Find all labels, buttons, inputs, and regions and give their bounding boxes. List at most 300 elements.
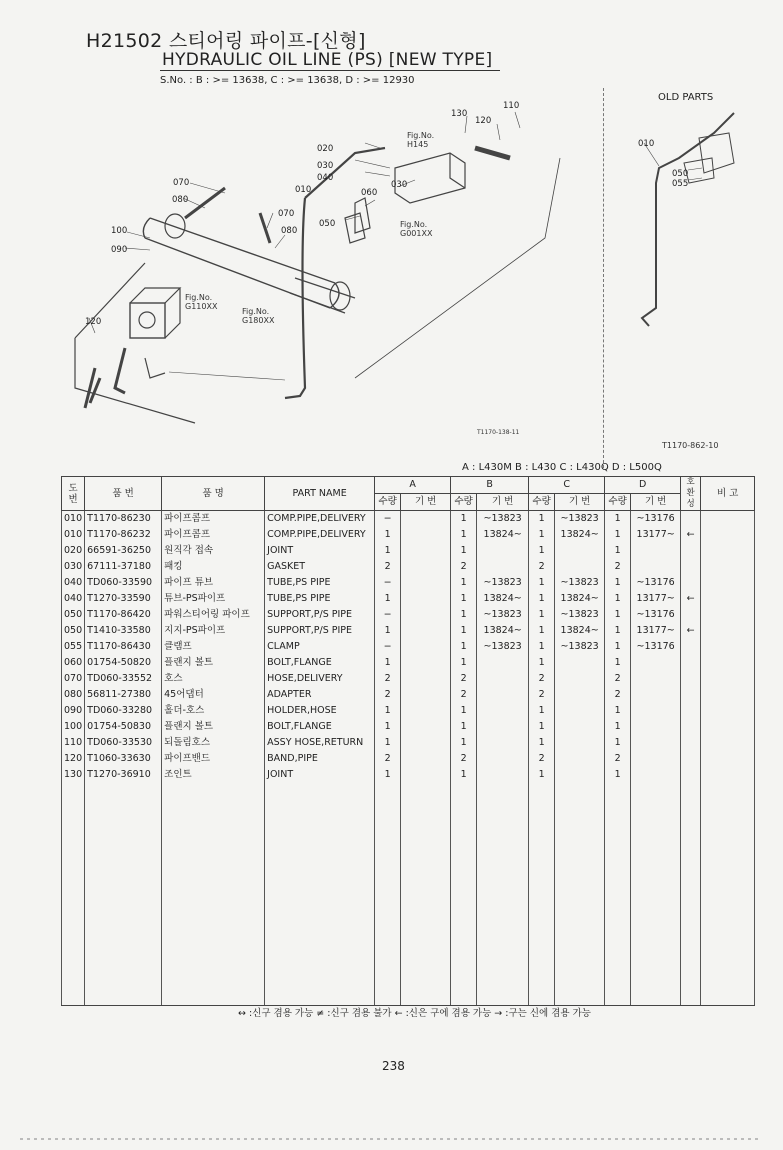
cell-serial-c: 13824~ [555, 591, 605, 607]
cell-part-name-ko: 플랜지 볼트 [162, 655, 265, 671]
cell-ref-no: 130 [62, 767, 85, 783]
cell-qty-a: 1 [375, 591, 401, 607]
header-group-d: D [605, 477, 681, 494]
cell-qty-b: 2 [451, 751, 477, 767]
header-serial: 기 번 [555, 494, 605, 511]
cell-serial-a [401, 527, 451, 543]
cell-interchange [681, 607, 701, 623]
cell-serial-a [401, 703, 451, 719]
cell-qty-c: 1 [529, 703, 555, 719]
cell-qty-b: 1 [451, 575, 477, 591]
callout-070b: 070 [278, 209, 295, 219]
cell-qty-c: 1 [529, 591, 555, 607]
cell-serial-d: ~13176 [631, 511, 681, 528]
cell-remarks [701, 511, 755, 528]
cell-serial-c: 13824~ [555, 527, 605, 543]
cell-serial-b: ~13823 [477, 607, 529, 623]
old-parts-lines [642, 113, 734, 326]
cell-part-name-en: BOLT,FLANGE [265, 655, 375, 671]
parts-table-body [62, 511, 755, 1006]
empty-cell [265, 783, 375, 1006]
header-qty: 수량 [605, 494, 631, 511]
table-row [62, 559, 755, 575]
cell-serial-d [631, 543, 681, 559]
cell-serial-d [631, 559, 681, 575]
cell-serial-a [401, 767, 451, 783]
cell-part-name-en: HOLDER,HOSE [265, 703, 375, 719]
cell-qty-d: 1 [605, 639, 631, 655]
fig-ref-label: Fig.No. [185, 293, 213, 302]
empty-cell [401, 783, 451, 1006]
cell-serial-d [631, 751, 681, 767]
cell-interchange [681, 767, 701, 783]
fig-ref-value: G001XX [400, 229, 433, 238]
table-row [62, 591, 755, 607]
cell-serial-b [477, 655, 529, 671]
cell-qty-d: 2 [605, 751, 631, 767]
cell-qty-b: 1 [451, 703, 477, 719]
cell-serial-d: 13177~ [631, 623, 681, 639]
cell-qty-d: 1 [605, 623, 631, 639]
cell-qty-d: 2 [605, 671, 631, 687]
cell-qty-a: − [375, 607, 401, 623]
cell-remarks [701, 559, 755, 575]
cell-qty-d: 1 [605, 607, 631, 623]
cell-qty-d: 1 [605, 575, 631, 591]
cell-part-no: T1410-33580 [85, 623, 162, 639]
cell-serial-c: ~13823 [555, 575, 605, 591]
page-title-english: HYDRAULIC OIL LINE (PS) [NEW TYPE] [162, 50, 493, 70]
callout-080b: 080 [281, 226, 298, 236]
cell-serial-b: ~13823 [477, 511, 529, 528]
cell-part-name-en: BOLT,FLANGE [265, 719, 375, 735]
cell-remarks [701, 655, 755, 671]
cell-part-no: T1270-33590 [85, 591, 162, 607]
cell-part-name-ko: 지지-PS파이프 [162, 623, 265, 639]
cell-serial-a [401, 543, 451, 559]
cell-interchange: ← [681, 623, 701, 639]
old-parts-diagram [604, 88, 779, 458]
cell-interchange: ← [681, 591, 701, 607]
empty-cell [529, 783, 555, 1006]
cell-qty-c: 2 [529, 559, 555, 575]
empty-cell [701, 783, 755, 1006]
callout-050: 050 [319, 219, 336, 229]
callout-100: 100 [111, 226, 128, 236]
table-header-row [62, 477, 755, 494]
cell-part-name-ko: 클램프 [162, 639, 265, 655]
cell-part-name-en: COMP.PIPE,DELIVERY [265, 527, 375, 543]
cell-serial-a [401, 639, 451, 655]
cell-remarks [701, 623, 755, 639]
cell-serial-b: 13824~ [477, 527, 529, 543]
cell-ref-no: 110 [62, 735, 85, 751]
cell-qty-d: 1 [605, 591, 631, 607]
empty-cell [477, 783, 529, 1006]
cell-serial-a [401, 623, 451, 639]
old-parts-ref-code: T1170-862-10 [662, 441, 719, 450]
cell-qty-a: 1 [375, 719, 401, 735]
cell-part-name-ko: 홀더-호스 [162, 703, 265, 719]
cell-interchange [681, 655, 701, 671]
cell-serial-a [401, 735, 451, 751]
cell-interchange [681, 543, 701, 559]
cell-serial-c [555, 735, 605, 751]
table-row [62, 607, 755, 623]
cell-part-name-en: GASKET [265, 559, 375, 575]
header-part-name-ko: 품 명 [162, 477, 265, 511]
cell-serial-d: ~13176 [631, 639, 681, 655]
cell-serial-a [401, 575, 451, 591]
parts-table [61, 476, 755, 1006]
cell-serial-d [631, 719, 681, 735]
cell-interchange [681, 639, 701, 655]
header-part-name-en: PART NAME [265, 477, 375, 511]
callout-110: 110 [503, 101, 520, 111]
cell-interchange [681, 575, 701, 591]
cell-remarks [701, 687, 755, 703]
cell-serial-c [555, 655, 605, 671]
cell-ref-no: 120 [62, 751, 85, 767]
cell-serial-c [555, 719, 605, 735]
cell-ref-no: 010 [62, 511, 85, 528]
header-qty: 수량 [451, 494, 477, 511]
table-row [62, 575, 755, 591]
cell-interchange [681, 735, 701, 751]
cell-ref-no: 070 [62, 671, 85, 687]
cell-part-name-en: SUPPORT,P/S PIPE [265, 607, 375, 623]
header-serial: 기 번 [477, 494, 529, 511]
cell-serial-c: 13824~ [555, 623, 605, 639]
cell-remarks [701, 703, 755, 719]
cell-serial-d: ~13176 [631, 607, 681, 623]
cell-qty-b: 1 [451, 527, 477, 543]
page-number: 238 [382, 1059, 405, 1073]
cell-serial-b [477, 671, 529, 687]
cell-part-name-en: TUBE,PS PIPE [265, 575, 375, 591]
cell-part-no: T1170-86430 [85, 639, 162, 655]
table-row [62, 639, 755, 655]
diagram-ref-code: T1170-138-11 [477, 429, 520, 436]
cell-ref-no: 090 [62, 703, 85, 719]
cell-qty-d: 1 [605, 543, 631, 559]
fig-ref-label: Fig.No. [242, 307, 270, 316]
table-row [62, 719, 755, 735]
model-legend: A : L430M B : L430 C : L430Q D : L500Q [462, 462, 662, 473]
cell-qty-c: 1 [529, 719, 555, 735]
cell-qty-c: 1 [529, 767, 555, 783]
header-qty: 수량 [529, 494, 555, 511]
header-interchange: 호환성 [681, 477, 701, 511]
cell-qty-c: 1 [529, 639, 555, 655]
cell-qty-d: 1 [605, 703, 631, 719]
cell-remarks [701, 751, 755, 767]
cell-qty-b: 1 [451, 639, 477, 655]
cell-serial-b: ~13823 [477, 639, 529, 655]
cell-serial-b [477, 703, 529, 719]
old-callout-055: 055 [672, 179, 689, 189]
cell-part-name-ko: 튜브-PS파이프 [162, 591, 265, 607]
cell-serial-c [555, 559, 605, 575]
empty-cell [451, 783, 477, 1006]
cell-part-name-ko: 파이프 튜브 [162, 575, 265, 591]
table-row [62, 623, 755, 639]
cell-serial-d [631, 655, 681, 671]
cell-remarks [701, 607, 755, 623]
cell-part-no: 56811-27380 [85, 687, 162, 703]
cell-qty-d: 1 [605, 511, 631, 528]
cell-part-name-en: BAND,PIPE [265, 751, 375, 767]
callout-010: 010 [295, 185, 312, 195]
fig-ref-value: G180XX [242, 316, 275, 325]
cell-qty-c: 1 [529, 575, 555, 591]
cell-part-name-ko: 조인트 [162, 767, 265, 783]
cell-part-no: 66591-36250 [85, 543, 162, 559]
fig-ref-label: Fig.No. [407, 131, 435, 140]
cell-part-name-en: SUPPORT,P/S PIPE [265, 623, 375, 639]
cell-qty-a: 2 [375, 751, 401, 767]
cell-interchange [681, 703, 701, 719]
callout-070: 070 [173, 178, 190, 188]
cell-remarks [701, 591, 755, 607]
cell-serial-b [477, 559, 529, 575]
cell-qty-c: 1 [529, 655, 555, 671]
serial-number-range: S.No. : B : >= 13638, C : >= 13638, D : >= 12930 [160, 75, 415, 86]
cell-ref-no: 055 [62, 639, 85, 655]
cell-part-no: TD060-33590 [85, 575, 162, 591]
cell-serial-b [477, 719, 529, 735]
cell-ref-no: 030 [62, 559, 85, 575]
callout-020: 020 [317, 144, 334, 154]
cell-interchange [681, 751, 701, 767]
cell-qty-a: 1 [375, 767, 401, 783]
table-row [62, 735, 755, 751]
cell-qty-c: 1 [529, 607, 555, 623]
table-row [62, 511, 755, 528]
cell-part-name-ko: 호스 [162, 671, 265, 687]
cell-qty-c: 2 [529, 671, 555, 687]
cell-serial-c [555, 767, 605, 783]
cell-serial-b [477, 735, 529, 751]
header-remarks: 비 고 [701, 477, 755, 511]
callout-090: 090 [111, 245, 128, 255]
table-row [62, 687, 755, 703]
empty-cell [555, 783, 605, 1006]
callout-080: 080 [172, 195, 189, 205]
cell-qty-b: 2 [451, 687, 477, 703]
figure-references [185, 131, 520, 436]
cell-remarks [701, 735, 755, 751]
empty-cell [605, 783, 631, 1006]
cell-serial-d: 13177~ [631, 591, 681, 607]
table-row [62, 655, 755, 671]
cell-serial-b [477, 543, 529, 559]
cell-part-name-ko: 파워스티어링 파이프 [162, 607, 265, 623]
header-part-no: 품 번 [85, 477, 162, 511]
header-serial: 기 번 [631, 494, 681, 511]
interchange-legend: ↔ :신구 겸용 가능 ≠ :신구 겸용 불가 ← :신은 구에 겸용 가능 → :구는 신에 겸용 가능 [238, 1008, 591, 1019]
cell-part-no: T1170-86420 [85, 607, 162, 623]
cell-remarks [701, 719, 755, 735]
cell-qty-c: 1 [529, 527, 555, 543]
callout-120b: 120 [85, 317, 102, 327]
cell-interchange [681, 559, 701, 575]
empty-cell [62, 783, 85, 1006]
fig-ref-value: G110XX [185, 302, 218, 311]
title-underline [160, 70, 500, 71]
cell-part-name-ko: 되돌림호스 [162, 735, 265, 751]
cell-qty-d: 1 [605, 735, 631, 751]
cell-qty-a: − [375, 639, 401, 655]
cell-part-name-ko: 파이프콤프 [162, 511, 265, 528]
cell-qty-a: − [375, 511, 401, 528]
cell-serial-a [401, 559, 451, 575]
cell-ref-no: 100 [62, 719, 85, 735]
cell-part-name-ko: 파이프콤프 [162, 527, 265, 543]
cell-interchange [681, 687, 701, 703]
page-title-korean: H21502 스티어링 파이프-[신형] [86, 30, 366, 52]
cell-ref-no: 050 [62, 607, 85, 623]
cell-serial-b: 13824~ [477, 623, 529, 639]
cell-serial-b [477, 687, 529, 703]
cell-qty-b: 1 [451, 511, 477, 528]
cell-serial-c [555, 751, 605, 767]
cell-qty-c: 1 [529, 543, 555, 559]
cell-part-name-en: COMP.PIPE,DELIVERY [265, 511, 375, 528]
cell-qty-b: 1 [451, 719, 477, 735]
fig-ref-label: Fig.No. [400, 220, 428, 229]
cell-part-name-ko: 원직각 접속 [162, 543, 265, 559]
cell-interchange [681, 671, 701, 687]
empty-cell [85, 783, 162, 1006]
cell-remarks [701, 527, 755, 543]
header-qty: 수량 [375, 494, 401, 511]
cell-part-no: TD060-33552 [85, 671, 162, 687]
table-row [62, 751, 755, 767]
cell-serial-b [477, 767, 529, 783]
cell-qty-a: 1 [375, 735, 401, 751]
cell-qty-d: 1 [605, 719, 631, 735]
fig-ref-value: H145 [407, 140, 429, 149]
cell-remarks [701, 575, 755, 591]
cell-serial-c: ~13823 [555, 511, 605, 528]
diagram-lines [75, 112, 560, 423]
header-group-b: B [451, 477, 529, 494]
cell-qty-c: 1 [529, 511, 555, 528]
cell-qty-d: 2 [605, 559, 631, 575]
cell-part-no: T1170-86232 [85, 527, 162, 543]
cell-qty-b: 2 [451, 559, 477, 575]
cell-interchange [681, 511, 701, 528]
cell-ref-no: 040 [62, 575, 85, 591]
cell-qty-b: 1 [451, 543, 477, 559]
cell-part-name-en: ADAPTER [265, 687, 375, 703]
empty-cell [375, 783, 401, 1006]
cell-serial-d [631, 671, 681, 687]
header-ref-no: 도번 [62, 477, 85, 511]
cell-serial-a [401, 591, 451, 607]
cell-qty-a: 1 [375, 543, 401, 559]
cell-qty-c: 1 [529, 735, 555, 751]
cell-qty-a: 1 [375, 623, 401, 639]
cell-qty-b: 1 [451, 655, 477, 671]
cell-serial-d [631, 767, 681, 783]
callout-120: 120 [475, 116, 492, 126]
cell-qty-b: 2 [451, 671, 477, 687]
cell-qty-a: − [375, 575, 401, 591]
scan-artifact [20, 1138, 760, 1140]
cell-serial-a [401, 687, 451, 703]
cell-ref-no: 050 [62, 623, 85, 639]
cell-qty-b: 1 [451, 767, 477, 783]
cell-serial-c [555, 703, 605, 719]
cell-qty-a: 1 [375, 655, 401, 671]
cell-remarks [701, 639, 755, 655]
cell-part-name-ko: 파이프밴드 [162, 751, 265, 767]
cell-qty-d: 1 [605, 527, 631, 543]
cell-part-no: T1060-33630 [85, 751, 162, 767]
cell-part-no: 01754-50820 [85, 655, 162, 671]
cell-serial-d [631, 687, 681, 703]
cell-serial-b [477, 751, 529, 767]
cell-qty-c: 2 [529, 751, 555, 767]
cell-serial-d: ~13176 [631, 575, 681, 591]
cell-part-name-ko: 패킹 [162, 559, 265, 575]
cell-serial-a [401, 511, 451, 528]
table-row [62, 543, 755, 559]
cell-serial-a [401, 671, 451, 687]
cell-qty-c: 1 [529, 623, 555, 639]
cell-serial-b: ~13823 [477, 575, 529, 591]
exploded-diagram [55, 88, 615, 458]
cell-remarks [701, 543, 755, 559]
cell-ref-no: 020 [62, 543, 85, 559]
old-parts-title: OLD PARTS [658, 92, 714, 103]
cell-part-no: T1270-36910 [85, 767, 162, 783]
callout-130: 130 [451, 109, 468, 119]
header-serial: 기 번 [401, 494, 451, 511]
cell-serial-d: 13177~ [631, 527, 681, 543]
cell-interchange [681, 719, 701, 735]
cell-part-no: T1170-86230 [85, 511, 162, 528]
cell-serial-c: ~13823 [555, 639, 605, 655]
cell-serial-a [401, 607, 451, 623]
cell-part-name-ko: 플랜지 볼트 [162, 719, 265, 735]
callout-030: 030 [317, 161, 334, 171]
cell-remarks [701, 671, 755, 687]
table-row [62, 703, 755, 719]
cell-remarks [701, 767, 755, 783]
cell-qty-a: 2 [375, 671, 401, 687]
header-group-a: A [375, 477, 451, 494]
cell-qty-b: 1 [451, 623, 477, 639]
cell-qty-b: 1 [451, 591, 477, 607]
cell-part-name-ko: 45어댑터 [162, 687, 265, 703]
empty-cell [162, 783, 265, 1006]
cell-part-name-en: JOINT [265, 543, 375, 559]
cell-part-no: TD060-33280 [85, 703, 162, 719]
cell-serial-a [401, 719, 451, 735]
callout-040: 040 [317, 173, 334, 183]
cell-qty-d: 2 [605, 687, 631, 703]
cell-qty-d: 1 [605, 767, 631, 783]
callout-060: 060 [361, 188, 378, 198]
table-row [62, 527, 755, 543]
cell-serial-c [555, 671, 605, 687]
cell-qty-b: 1 [451, 735, 477, 751]
cell-serial-d [631, 703, 681, 719]
cell-serial-c: ~13823 [555, 607, 605, 623]
